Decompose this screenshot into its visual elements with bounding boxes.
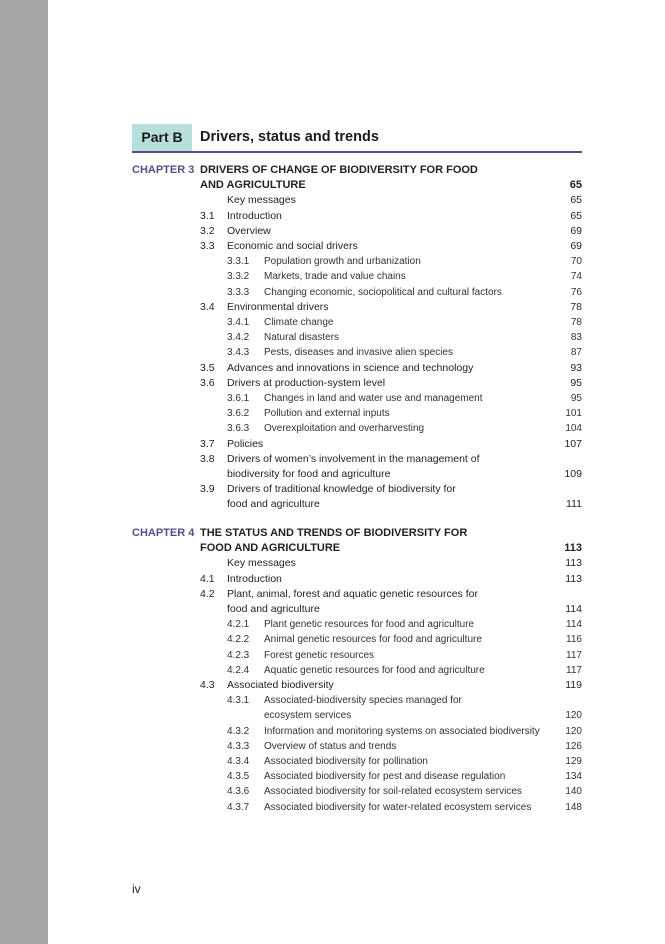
toc-entry[interactable] [132,345,582,360]
entry-title: Economic and social drivers [227,240,358,252]
entry-page: 119 [565,679,582,691]
entry-page: 87 [570,347,582,359]
entry-number: 3.3 [200,240,215,252]
entry-title: Plant genetic resources for food and agriculture [264,619,475,631]
page-gutter [0,0,48,944]
entry-title: Environmental drivers [227,300,329,313]
entry-number: 4.3.3 [227,740,250,752]
chapter-label: CHAPTER 4 [132,527,195,539]
toc-entry[interactable] [132,769,582,784]
entry-number: 3.3.3 [227,286,250,298]
entry-page: 114 [566,619,582,631]
toc-entry[interactable] [132,467,582,482]
toc-entry[interactable] [132,708,582,723]
entry-number: 4.3.6 [227,786,250,798]
entry-number: 3.2 [200,224,215,237]
entry-title: Associated biodiversity for pollination [264,756,428,767]
entry-page: 65 [570,209,582,222]
entry-title: Natural disasters [264,332,340,344]
toc-entry[interactable] [132,376,582,391]
entry-number: 3.6 [200,376,215,389]
entry-page: 65 [570,194,582,207]
part-title: Drivers, status and trends [200,129,379,145]
toc-entry[interactable] [132,239,582,254]
toc-entry[interactable] [132,391,582,406]
toc-entry[interactable] [132,739,582,754]
entry-title: Key messages [227,557,296,570]
entry-number: 4.2 [200,587,215,600]
toc-entry[interactable] [132,437,582,452]
toc-entry[interactable] [132,617,582,632]
entry-number: 4.3.5 [227,771,250,783]
entry-page: 116 [566,634,582,646]
entry-title: Drivers of women’s involvement in the management of [227,452,480,465]
entry-number: 4.2.1 [227,619,250,631]
entry-number: 3.4.2 [227,332,250,344]
entry-page: 78 [570,300,582,313]
toc-entry[interactable] [132,254,582,269]
entry-number: 4.1 [200,572,215,585]
entry-page: 117 [566,649,582,661]
entry-number: 4.2.4 [227,664,250,676]
entry-number: 4.2.2 [227,634,250,646]
entry-number: 4.3.7 [227,801,250,813]
entry-title: Pollution and external inputs [264,408,390,420]
entry-page: 70 [570,256,582,268]
toc-entry[interactable] [132,361,582,376]
entry-title: Associated biodiversity for water-related ecosystem services [264,801,532,813]
entry-title: biodiversity for food and agriculture [227,468,391,480]
entry-title: Introduction [227,572,282,585]
entry-title: Markets, trade and value chains [264,271,406,283]
part-rule [132,151,582,153]
entry-page: 140 [565,786,582,798]
entry-number: 3.3.1 [227,256,250,268]
chapter-page: 113 [564,542,582,555]
entry-number: 3.4.1 [227,317,250,328]
entry-page: 69 [570,240,582,252]
entry-page: 101 [565,408,582,420]
toc-entry[interactable] [132,663,582,678]
toc-entry[interactable] [132,193,582,208]
chapter-heading[interactable] [132,163,582,178]
entry-title: Key messages [227,194,296,207]
toc-entry[interactable] [132,330,582,345]
entry-title: Overexploitation and overharvesting [264,423,425,435]
toc-entry[interactable] [132,406,582,421]
chapter-heading-cont[interactable] [132,178,582,193]
entry-number: 3.4.3 [227,347,250,359]
part-label: Part B [132,124,192,151]
entry-title: food and agriculture [227,603,320,615]
entry-title: Introduction [227,209,282,222]
entry-title: Changes in land and water use and management [264,393,483,404]
entry-title: Drivers at production-system level [227,376,386,389]
entry-number: 4.3.1 [227,695,250,707]
entry-page: 126 [565,740,582,752]
entry-title: Climate change [264,317,334,328]
toc-entry[interactable] [132,572,582,587]
toc-entry[interactable] [132,693,582,708]
toc-entry[interactable] [132,556,582,571]
chapter-title-line1: DRIVERS OF CHANGE OF BIODIVERSITY FOR FOOD [200,164,478,176]
entry-page: 69 [570,224,582,237]
entry-page: 107 [564,437,582,450]
toc-entry[interactable] [132,209,582,224]
toc-entry[interactable] [132,497,582,512]
entry-number: 3.3.2 [227,271,250,283]
entry-number: 3.8 [200,452,215,465]
entry-title: Information and monitoring systems on associated biodiversity [264,725,540,737]
toc-entry[interactable] [132,269,582,284]
entry-title: Associated biodiversity for soil-related ecosystem services [264,786,522,798]
entry-page: 95 [570,393,582,404]
toc-entry[interactable] [132,724,582,739]
entry-number: 4.3.2 [227,725,250,737]
chapter-title-line2: FOOD AND AGRICULTURE [200,542,341,555]
entry-page: 113 [565,557,582,570]
toc-entry[interactable] [132,784,582,799]
toc-entry[interactable] [132,587,582,602]
entry-number: 3.7 [200,437,215,450]
entry-number: 3.6.3 [227,423,250,435]
entry-title: Forest genetic resources [264,649,375,661]
toc-entry[interactable] [132,315,582,330]
entry-title: Associated-biodiversity species managed for [264,695,462,707]
entry-title: Animal genetic resources for food and agriculture [264,634,482,646]
entry-page: 113 [565,572,582,585]
toc-entry[interactable] [132,300,582,315]
entry-page: 117 [566,664,582,676]
toc-entry[interactable] [132,648,582,663]
chapter-title-line1: THE STATUS AND TRENDS OF BIODIVERSITY FOR [200,527,468,539]
entry-page: 109 [564,468,582,480]
toc-entry[interactable] [132,632,582,647]
entry-number: 4.3 [200,679,215,691]
entry-number: 3.1 [200,209,215,222]
toc-entry[interactable] [132,285,582,300]
entry-page: 148 [565,801,582,813]
entry-page: 134 [565,771,582,783]
entry-title: Overview [227,224,271,237]
chapter-heading-cont[interactable] [132,541,582,556]
entry-page: 83 [570,332,582,344]
entry-number: 4.3.4 [227,756,250,767]
entry-page: 129 [565,756,582,767]
entry-page: 74 [570,271,582,283]
entry-title: Policies [227,437,264,450]
chapter-heading[interactable] [132,526,582,541]
entry-page: 120 [565,725,582,737]
entry-title: Pests, diseases and invasive alien species [264,347,453,359]
toc-entry[interactable] [132,452,582,467]
entry-page: 104 [565,423,582,435]
entry-page: 114 [565,603,582,615]
entry-page: 120 [565,710,582,722]
entry-page: 111 [566,498,582,511]
part-heading [132,124,582,152]
entry-title: Drivers of traditional knowledge of biodiversity for [227,483,456,496]
entry-title: food and agriculture [227,498,320,511]
toc-entry[interactable] [132,482,582,497]
entry-title: Advances and innovations in science and technology [227,361,474,374]
entry-number: 3.6.2 [227,408,250,420]
toc-entry[interactable] [132,224,582,239]
entry-title: Changing economic, sociopolitical and cultural factors [264,286,502,298]
entry-title: Aquatic genetic resources for food and agriculture [264,664,485,676]
entry-number: 4.2.3 [227,649,250,661]
entry-title: Associated biodiversity for pest and disease regulation [264,771,506,783]
chapter-label: CHAPTER 3 [132,164,195,176]
toc-entry[interactable] [132,678,582,693]
entry-title: Overview of status and trends [264,740,397,752]
chapter-title-line2: AND AGRICULTURE [200,179,306,192]
page-folio: iv [132,882,141,896]
entry-number: 3.6.1 [227,393,250,404]
entry-page: 93 [570,361,582,374]
entry-title: Population growth and urbanization [264,256,421,268]
toc-entry[interactable] [132,754,582,769]
entry-number: 3.4 [200,300,215,313]
entry-title: Associated biodiversity [227,679,334,691]
entry-page: 95 [570,376,582,389]
entry-page: 78 [570,317,582,328]
entry-title: ecosystem services [264,710,352,722]
chapter-page: 65 [569,179,582,192]
toc-entry[interactable] [132,421,582,436]
entry-number: 3.9 [200,483,215,496]
toc-entry[interactable] [132,800,582,815]
entry-page: 76 [570,286,582,298]
toc-entry[interactable] [132,602,582,617]
entry-title: Plant, animal, forest and aquatic genetic resources for [227,587,478,600]
entry-number: 3.5 [200,361,215,374]
